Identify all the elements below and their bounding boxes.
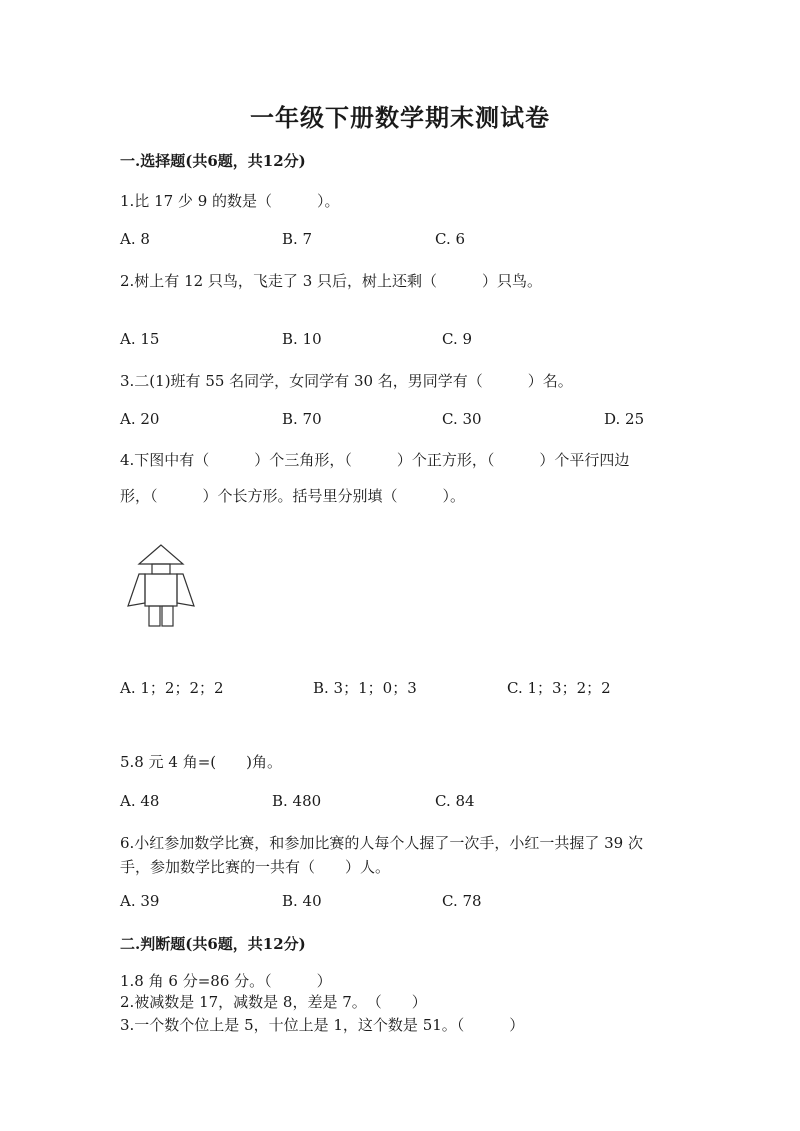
right-leg-rectangle [162, 606, 173, 626]
judgment-item-2: 2.被减数是 17，减数是 8，差是 7。 （ ） [120, 993, 427, 1011]
left-arm-parallelogram [128, 574, 145, 606]
question-6-option-b: B. 40 [282, 892, 322, 910]
question-1-option-b: B. 7 [282, 230, 313, 248]
question-3-option-d: D. 25 [604, 410, 645, 428]
question-3-option-b: B. 70 [282, 410, 322, 428]
question-2-option-a: A. 15 [120, 330, 160, 348]
question-2: 2.树上有 12 只鸟，飞走了 3 只后，树上还剩（ ）只鸟。 [120, 272, 543, 290]
question-4-option-c: C. 1；3；2；2 [507, 679, 611, 697]
question-4-option-b: B. 3；1；0；3 [313, 679, 417, 697]
page-title: 一年级下册数学期末测试卷 [250, 103, 550, 132]
question-2-option-c: C. 9 [442, 330, 473, 348]
question-4-line-1: 4.下图中有（ ）个三角形，（ ）个正方形，（ ）个平行四边 [120, 451, 630, 469]
question-1-option-c: C. 6 [435, 230, 466, 248]
question-3-option-c: C. 30 [442, 410, 482, 428]
question-1-option-a: A. 8 [120, 230, 150, 248]
body-rectangle [145, 574, 177, 606]
question-3-option-a: A. 20 [120, 410, 160, 428]
section-heading-true-false: 二.判断题(共6题，共12分) [120, 935, 306, 953]
question-4-option-a: A. 1；2；2；2 [120, 679, 224, 697]
question-5: 5.8 元 4 角=( )角。 [120, 753, 282, 771]
question-2-option-b: B. 10 [282, 330, 322, 348]
judgment-item-1: 1.8 角 6 分=86 分。（ ） [120, 972, 332, 990]
question-5-option-b: B. 480 [272, 792, 322, 810]
head-square [152, 564, 170, 574]
left-leg-rectangle [149, 606, 160, 626]
section-heading-multiple-choice: 一.选择题(共6题，共12分) [120, 152, 306, 170]
question-3: 3.二(1)班有 55 名同学，女同学有 30 名，男同学有（ ）名。 [120, 372, 573, 390]
question-4-line-2: 形，（ ）个长方形。括号里分别填（ ）。 [120, 487, 466, 505]
question-5-option-c: C. 84 [435, 792, 475, 810]
question-5-option-a: A. 48 [120, 792, 160, 810]
hat-triangle [139, 545, 183, 564]
judgment-item-3: 3.一个数个位上是 5，十位上是 1，这个数是 51。（ ） [120, 1016, 525, 1034]
question-6-option-a: A. 39 [120, 892, 160, 910]
question-6-line-1: 6.小红参加数学比赛，和参加比赛的人每个人握了一次手，小红一共握了 39 次 [120, 834, 643, 852]
question-6-line-2: 手，参加数学比赛的一共有（ ）人。 [120, 858, 391, 876]
right-arm-parallelogram [177, 574, 194, 606]
question-1: 1.比 17 少 9 的数是（ ）。 [120, 192, 340, 210]
question-6-option-c: C. 78 [442, 892, 482, 910]
robot-tangram-figure [125, 543, 197, 629]
